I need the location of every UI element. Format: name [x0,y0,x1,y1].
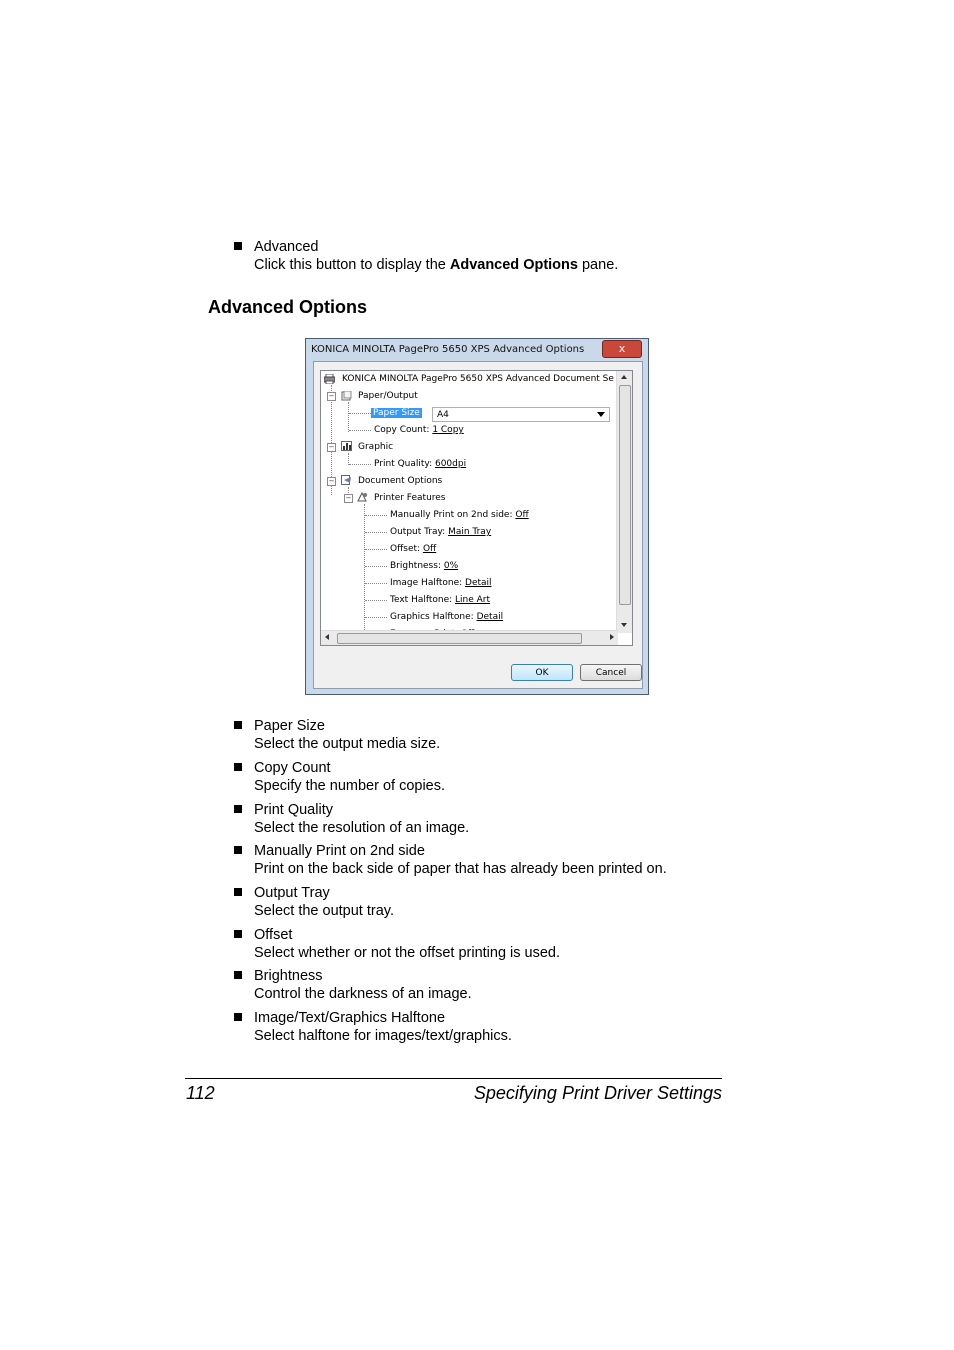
options-tree [320,370,633,646]
printer-feature-item[interactable] [390,525,491,539]
bullet-title: Manually Print on 2nd side [254,843,425,859]
feature-value[interactable]: Detail [476,612,504,622]
bullet-marker [234,763,242,771]
copy-count-item[interactable]: Copy Count: 1 Copy [374,425,464,435]
vertical-scrollbar[interactable] [616,371,632,633]
printer-feature-item[interactable] [390,508,529,522]
bullet-description: Select whether or not the offset printing is used. [254,945,561,961]
printer-feature-item[interactable] [390,610,503,624]
feature-label: Graphics Halftone: [390,612,477,622]
printer-features-icon [357,492,368,502]
horizontal-scroll-thumb[interactable] [337,633,582,644]
paper-size-value: A4 [437,410,449,420]
graphic-icon [341,441,352,451]
section-heading: Advanced Options [208,297,368,317]
printer-feature-item[interactable] [390,593,490,607]
feature-label: Image Halftone: [390,578,466,588]
paper-size-label[interactable]: Paper Size [373,408,420,418]
tree-printer-features[interactable]: Printer Features [374,493,446,503]
bullet-description: Specify the number of copies. [254,778,446,794]
bullet-title: Image/Text/Graphics Halftone [254,1010,446,1026]
bullet-title: Copy Count [254,760,331,776]
scroll-right-icon[interactable] [610,634,614,640]
dialog-client-area [313,361,643,689]
bullet-marker [234,888,242,896]
advanced-options-dialog [305,338,649,695]
bullet-title: Output Tray [254,885,330,901]
print-quality-item[interactable]: Print Quality: 600dpi [374,459,467,469]
bullet-description: Print on the back side of paper that has already been printed on. [254,861,667,877]
bullet-marker [234,242,242,250]
cancel-button[interactable]: Cancel [580,664,642,681]
bullet-marker [234,930,242,938]
collapse-toggle[interactable]: − [328,477,335,485]
bullet-title: Print Quality [254,802,333,818]
ok-button[interactable]: OK [511,664,573,681]
scroll-left-icon[interactable] [325,634,329,640]
feature-label: Offset: [390,544,423,554]
printer-feature-item[interactable] [390,559,458,573]
printer-feature-item[interactable] [390,576,492,590]
vertical-scroll-thumb[interactable] [619,385,631,605]
bullet-description: Select halftone for images/text/graphics. [254,1028,512,1044]
paper-output-icon [341,391,352,401]
feature-label: Manually Print on 2nd side: [390,510,516,520]
feature-value[interactable]: Off [422,544,437,554]
printer-feature-item[interactable] [390,542,436,556]
intro-description: Click this button to display the Advanced Options pane. [254,257,619,273]
feature-label: Text Halftone: [390,595,456,605]
bullet-marker [234,971,242,979]
feature-value[interactable]: 0% [443,561,459,571]
tree-root-label: KONICA MINOLTA PagePro 5650 XPS Advanced Document Se [342,374,614,384]
feature-value[interactable]: Main Tray [448,527,492,537]
printer-icon [324,374,335,384]
feature-label: Brightness: [390,561,444,571]
close-button[interactable]: x [602,340,642,358]
collapse-toggle[interactable]: − [345,494,352,502]
scroll-down-icon[interactable] [621,623,627,627]
bullet-marker [234,721,242,729]
bullet-title: Brightness [254,968,323,984]
page-number: 112 [186,1083,215,1103]
paper-size-dropdown[interactable] [432,407,610,422]
horizontal-scrollbar[interactable] [321,630,618,645]
document-options-icon [341,475,352,485]
bullet-title: Paper Size [254,718,325,734]
tree-paper-output[interactable]: Paper/Output [358,391,418,401]
bullet-marker [234,1013,242,1021]
dialog-title: KONICA MINOLTA PagePro 5650 XPS Advanced Options [311,344,585,355]
bullet-description: Select the output tray. [254,903,394,919]
collapse-toggle[interactable]: − [328,443,335,451]
bullet-marker [234,846,242,854]
tree-graphic[interactable]: Graphic [358,442,394,452]
bullet-marker [234,805,242,813]
feature-value[interactable]: Off [515,510,529,520]
collapse-toggle[interactable]: − [328,392,335,400]
footer-divider [185,1078,722,1079]
bullet-description: Select the output media size. [254,736,441,752]
bullet-description: Control the darkness of an image. [254,986,472,1002]
bullet-title: Offset [254,927,293,943]
tree-document-options[interactable]: Document Options [358,476,443,486]
intro-title: Advanced [254,239,319,255]
chevron-down-icon [597,412,605,417]
bullet-description: Select the resolution of an image. [254,820,470,836]
chapter-title: Specifying Print Driver Settings [473,1083,722,1103]
feature-value[interactable]: Detail [465,578,492,588]
feature-value[interactable]: Line Art [455,595,491,605]
feature-label: Output Tray: [390,527,449,537]
scroll-up-icon[interactable] [621,375,627,379]
